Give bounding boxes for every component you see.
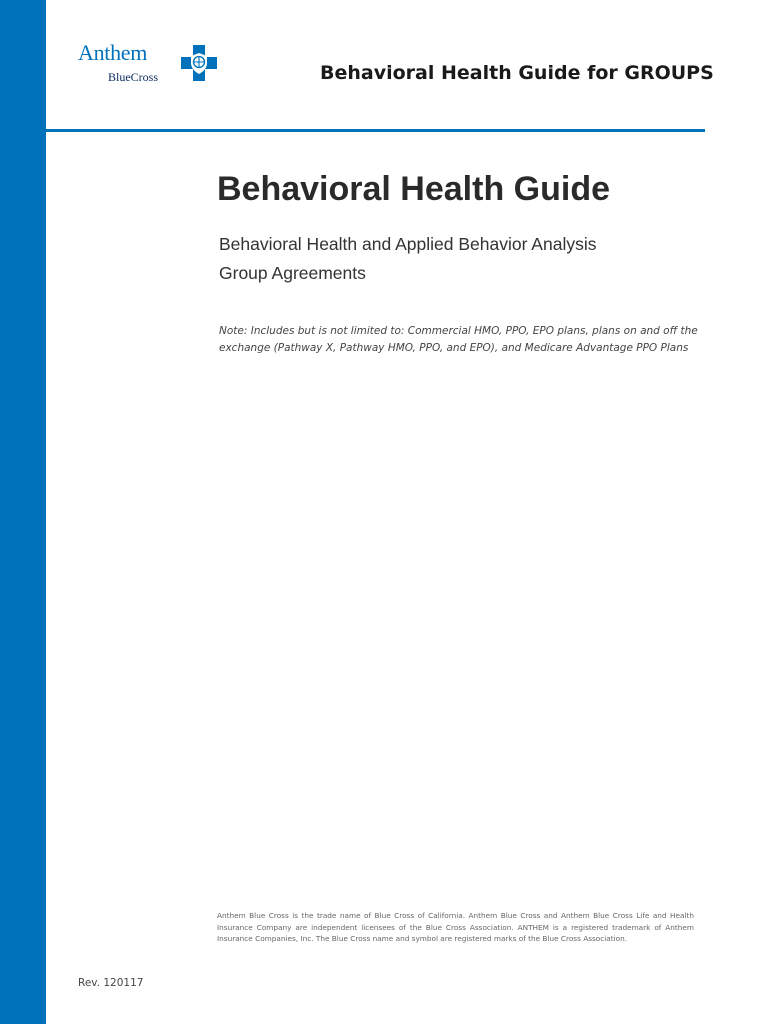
subtitle-line-2: Group Agreements (219, 263, 366, 283)
document-title: Behavioral Health Guide (217, 170, 610, 208)
logo-wordmark-anthem: Anthem (78, 40, 148, 65)
coverage-note: Note: Includes but is not limited to: Commercial HMO, PPO, EPO plans, plans on and off the exchange (Pathway X, Pathway HMO, PPO, and EPO), and Medicare Advantage PPO Plans (219, 325, 698, 354)
document-subtitle (219, 230, 699, 288)
header-title: Behavioral Health Guide for GROUPS (320, 62, 714, 84)
side-accent-bar (0, 0, 46, 1024)
subtitle-line-1: Behavioral Health and Applied Behavior Analysis (219, 234, 597, 254)
blue-cross-shield-icon (180, 44, 218, 82)
legal-disclaimer: Anthem Blue Cross is the trade name of Blue Cross of California. Anthem Blue Cross and Anthem Blue Cross Life and Health Insurance Company are independent licensees of the Blue Cross Association. ANTHEM is a registered trademark of Anthem Insurance Companies, Inc. The Blue Cross name and symbol are registered marks of the Blue Cross Association. (217, 911, 694, 943)
header-divider (46, 129, 705, 132)
revision-number: Rev. 120117 (78, 977, 144, 989)
anthem-bluecross-logo (78, 40, 228, 90)
logo-wordmark-bluecross: BlueCross (108, 70, 159, 84)
